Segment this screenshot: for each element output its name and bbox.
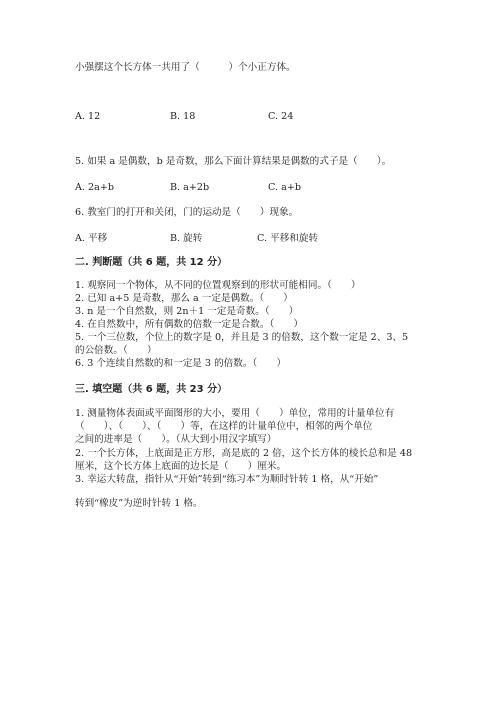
fill-item: 2. 一个长方体，上底面是正方形，高是底的 2 倍，这个长方体的棱长总和是 48: [75, 448, 413, 459]
judge-item-continuation: 的公倍数。（ ）: [75, 345, 157, 356]
fill-item: 1. 测量物体表面或平面图形的大小，要用（ ）单位，常用的计量单位有: [75, 408, 395, 419]
section-3-heading: 三. 填空题（共 6 题，共 23 分）: [75, 384, 228, 395]
question-6-option-a: A. 平移: [75, 233, 108, 244]
judge-item: 5. 一个三位数，个位上的数字是 0，并且是 3 的倍数，这个数一定是 2、3、5: [75, 332, 409, 343]
question-4-stem: 小强摆这个长方体一共用了（ ）个小正方体。: [75, 62, 296, 73]
question-6-stem: 6. 教室门的打开和关闭，门的运动是（ ）现象。: [75, 207, 299, 218]
section-2-heading: 二. 判断题（共 6 题，共 12 分）: [75, 257, 228, 268]
question-5-stem: 5. 如果 a 是偶数，b 是奇数，那么下面计算结果是偶数的式子是（ ）。: [75, 156, 392, 167]
fill-item-continuation: 之间的进率是（ ）。（从大到小用汉字填写）: [75, 434, 277, 445]
question-4-option-c: C. 24: [268, 111, 294, 122]
fill-item-continuation: 转到“橡皮”为逆时针转 1 格。: [75, 498, 203, 509]
judge-item: 2. 已知 a+5 是奇数，那么 a 一定是偶数。（ ）: [75, 293, 293, 304]
fill-item-continuation: 厘米，这个长方体上底面的边长是（ ）厘米。: [75, 461, 287, 472]
question-6-option-c: C. 平移和旋转: [257, 233, 319, 244]
question-4-option-a: A. 12: [75, 111, 101, 122]
judge-item: 1. 观察同一个物体，从不同的位置观察到的形状可能相同。（ ）: [75, 280, 361, 291]
question-6-option-b: B. 旋转: [170, 233, 203, 244]
judge-item: 6. 3 个连续自然数的和一定是 3 的倍数。（ ）: [75, 358, 287, 369]
judge-item: 4. 在自然数中，所有偶数的倍数一定是合数。（ ）: [75, 319, 304, 330]
question-5-option-b: B. a+2b: [170, 182, 210, 193]
question-5-option-a: A. 2a+b: [75, 182, 115, 193]
judge-item: 3. n 是一个自然数，则 2n＋1 一定是奇数。（ ）: [75, 306, 299, 317]
question-4-option-b: B. 18: [170, 111, 196, 122]
fill-item-continuation: （ ）、（ ）、（ ）等，在这样的计量单位中，相邻的两个单位: [75, 421, 373, 432]
fill-item: 3. 幸运大转盘，指针从“开始”转到“练习本”为顺时针转 1 格，从“开始”: [75, 474, 379, 485]
question-5-option-c: C. a+b: [268, 182, 301, 193]
